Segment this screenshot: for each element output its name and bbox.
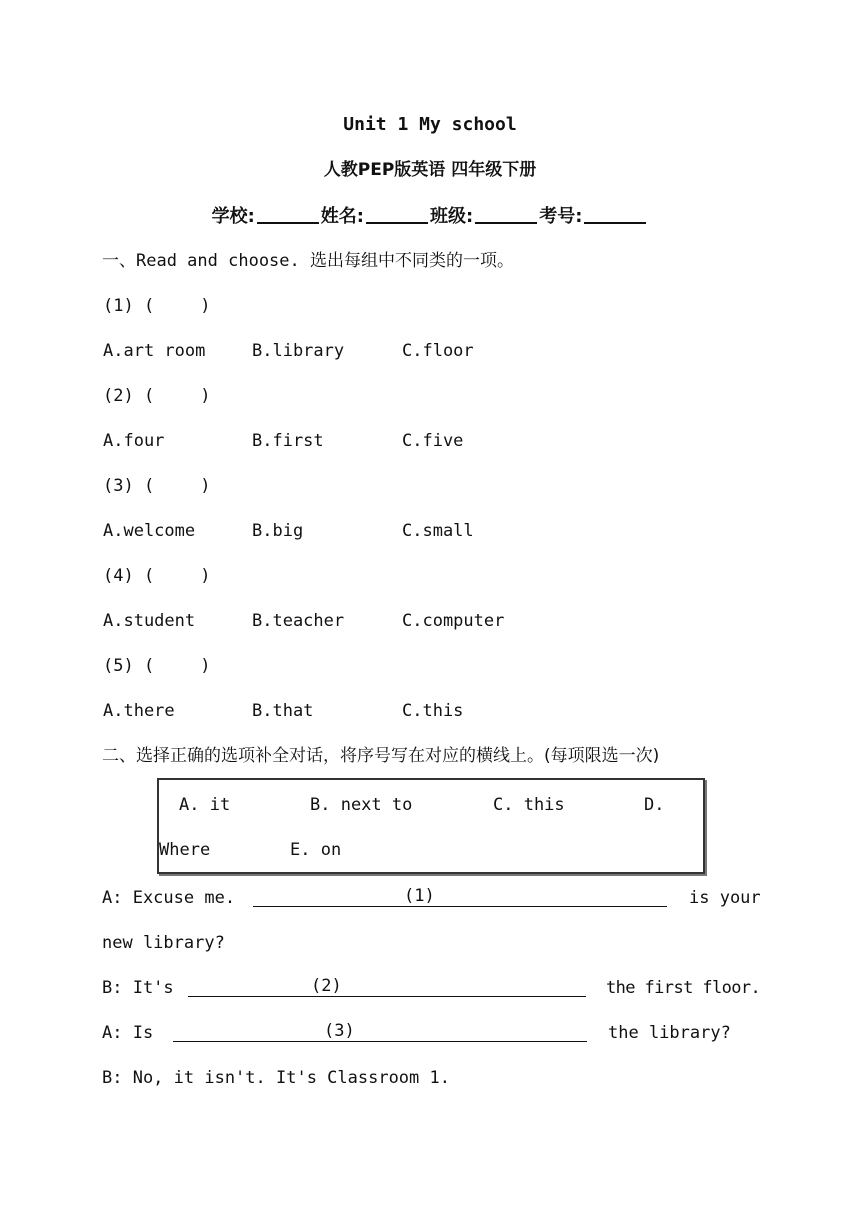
paren-close: ) xyxy=(200,296,211,316)
number-blank[interactable] xyxy=(584,204,646,224)
question-3-option-b: B.big xyxy=(252,521,304,541)
question-number: (1) xyxy=(103,296,134,316)
student-info-line xyxy=(0,204,860,228)
answer-paren[interactable] xyxy=(143,385,211,407)
question-1-number xyxy=(103,295,211,317)
name-label: 姓名: xyxy=(320,206,364,227)
dialogue-line-4: B: No, it isn't. It's Classroom 1. xyxy=(102,1068,450,1088)
word-bank-d-word: Where xyxy=(159,840,211,860)
dialogue-blank-2[interactable] xyxy=(188,996,586,997)
question-2-option-b: B.first xyxy=(252,431,324,451)
question-2-number xyxy=(103,385,211,407)
school-label: 学校: xyxy=(211,206,255,227)
question-number: (2) xyxy=(103,386,134,406)
class-label: 班级: xyxy=(430,206,474,227)
word-bank-e: E. on xyxy=(290,840,342,860)
word-bank-c: C. this xyxy=(493,795,565,815)
dialogue-blank-3[interactable] xyxy=(173,1041,587,1042)
question-5-option-a: A.there xyxy=(103,701,175,721)
question-5-number xyxy=(103,655,211,677)
paren-close: ) xyxy=(200,656,211,676)
dialogue-line-1-start: A: Excuse me. xyxy=(102,888,236,908)
dialogue-line-1-end: is your xyxy=(689,888,761,908)
dialogue-blank-1[interactable] xyxy=(253,906,667,907)
page-subtitle: 人教PEP版英语 四年级下册 xyxy=(323,160,537,180)
question-3-option-c: C.small xyxy=(402,521,474,541)
dialogue-blank-2-number: (2) xyxy=(311,976,342,996)
dialogue-line-3-start: A: Is xyxy=(102,1023,154,1043)
question-3-number xyxy=(103,475,211,497)
section1-heading: 一、Read and choose. 选出每组中不同类的一项。 xyxy=(102,251,514,271)
answer-paren[interactable] xyxy=(143,475,211,497)
dialogue-line-2-start: B: It's xyxy=(102,978,174,998)
paren-open: ( xyxy=(143,656,155,676)
answer-paren[interactable] xyxy=(143,295,211,317)
name-blank[interactable] xyxy=(366,204,428,224)
word-bank-box xyxy=(157,778,705,874)
number-label: 考号: xyxy=(539,206,583,227)
question-number: (5) xyxy=(103,656,134,676)
question-3-option-a: A.welcome xyxy=(103,521,196,541)
question-5-option-b: B.that xyxy=(252,701,314,721)
dialogue-line-3-end: the library? xyxy=(608,1023,731,1043)
question-number: (4) xyxy=(103,566,134,586)
question-4-option-a: A.student xyxy=(103,611,196,631)
question-1-option-a: A.art room xyxy=(103,341,206,361)
dialogue-line-2-end: the first floor. xyxy=(606,978,761,998)
word-bank-d: D. xyxy=(644,795,665,815)
question-1-option-c: C.floor xyxy=(402,341,474,361)
question-number: (3) xyxy=(103,476,134,496)
question-1-option-b: B.library xyxy=(252,341,345,361)
word-bank-b: B. next to xyxy=(310,795,413,815)
word-bank-a: A. it xyxy=(179,795,231,815)
section2-heading-text: 二、选择正确的选项补全对话，将序号写在对应的横线上。(每项限选一次) xyxy=(102,746,660,766)
answer-paren[interactable] xyxy=(143,655,211,677)
class-blank[interactable] xyxy=(475,204,537,224)
school-blank[interactable] xyxy=(257,204,319,224)
page-title: Unit 1 My school xyxy=(343,114,517,135)
question-4-number xyxy=(103,565,211,587)
question-4-option-b: B.teacher xyxy=(252,611,345,631)
section2-heading xyxy=(102,745,659,767)
paren-close: ) xyxy=(200,566,211,586)
question-2-option-a: A.four xyxy=(103,431,165,451)
paren-open: ( xyxy=(143,386,155,406)
question-2-option-c: C.five xyxy=(402,431,464,451)
paren-open: ( xyxy=(143,566,155,586)
question-5-option-c: C.this xyxy=(402,701,464,721)
dialogue-blank-3-number: (3) xyxy=(324,1021,355,1041)
question-4-option-c: C.computer xyxy=(402,611,505,631)
paren-open: ( xyxy=(143,476,155,496)
paren-close: ) xyxy=(200,476,211,496)
answer-paren[interactable] xyxy=(143,565,211,587)
dialogue-blank-1-number: (1) xyxy=(404,886,435,906)
paren-close: ) xyxy=(200,386,211,406)
dialogue-line-1-continued: new library? xyxy=(102,933,225,953)
paren-open: ( xyxy=(143,296,155,316)
